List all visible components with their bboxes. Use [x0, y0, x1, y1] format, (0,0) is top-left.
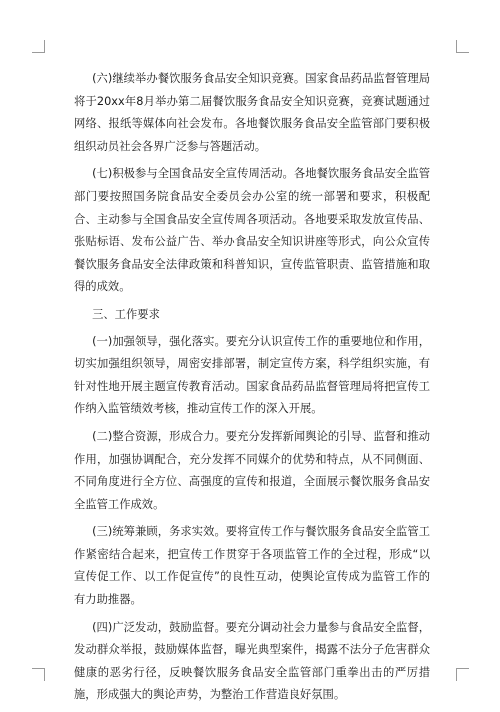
- paragraph-overall-planning: (三)统筹兼顾，务求实效。要将宣传工作与餐饮服务食品安全监管工作紧密结合起来，把宣传工作贯穿于各项监管工作的全过程，形成“以宣传促工作、以工作促宣传”的良性互动，使舆论宣传成为监管工作的有力助推器。: [74, 525, 430, 607]
- paragraph-knowledge-contest: (六)继续举办餐饮服务食品安全知识竞赛。国家食品药品监督管理局将于20xx年8月举办第二届餐饮服务食品安全知识竞赛，竞赛试题通过网络、报纸等媒体向社会发布。各地餐饮服务食品安全监管部门要积极组织动员社会各界广泛参与答题活动。: [74, 72, 430, 153]
- paragraph-integrate-resources: (二)整合资源，形成合力。要充分发挥新闻舆论的引导、监督和推动作用，加强协调配合，充分发挥不同媒介的优势和特点，从不同侧面、不同角度进行全方位、高强度的宣传和报道，全面展示餐饮服务食品安全监管工作成效。: [74, 429, 430, 511]
- paragraph-leadership: (一)加强领导，强化落实。要充分认识宣传工作的重要地位和作用，切实加强组织领导，周密安排部署，制定宣传方案，科学组织实施，有针对性地开展主题宣传教育活动。国家食品药品监督管理局将把宣传工作纳入监管绩效考核，推动宣传工作的深入开展。: [74, 334, 430, 416]
- paragraph-safety-week: (七)积极参与全国食品安全宣传周活动。各地餐饮服务食品安全监管部门要按照国务院食品安全委员会办公室的统一部署和要求，积极配合、主动参与全国食品安全宣传周各项活动。各地要采取发放宣传品、张贴标语、发布公益广告、举办食品安全知识讲座等形式，向公众宣传餐饮服务食品安全法律政策和科普知识，宣传监管职责、监管措施和取得的成效。: [74, 167, 430, 294]
- section-heading-work-requirements: 三、工作要求: [92, 307, 160, 321]
- crop-mark-bottom-left: [32, 668, 45, 681]
- crop-mark-bottom-right: [456, 668, 469, 681]
- paragraph-mobilize-supervision: (四)广泛发动，鼓励监督。要充分调动社会力量参与食品安全监督，发动群众举报，鼓励媒体监督，曝光典型案件，揭露不法分子危害群众健康的恶劣行径，反映餐饮服务食品安全监管部门重拳出击的严厉措施，形成强大的舆论声势，为整治工作营造良好氛围。: [74, 620, 430, 702]
- crop-mark-top-left: [32, 40, 45, 53]
- crop-mark-top-right: [456, 40, 469, 53]
- document-body: [74, 68, 430, 712]
